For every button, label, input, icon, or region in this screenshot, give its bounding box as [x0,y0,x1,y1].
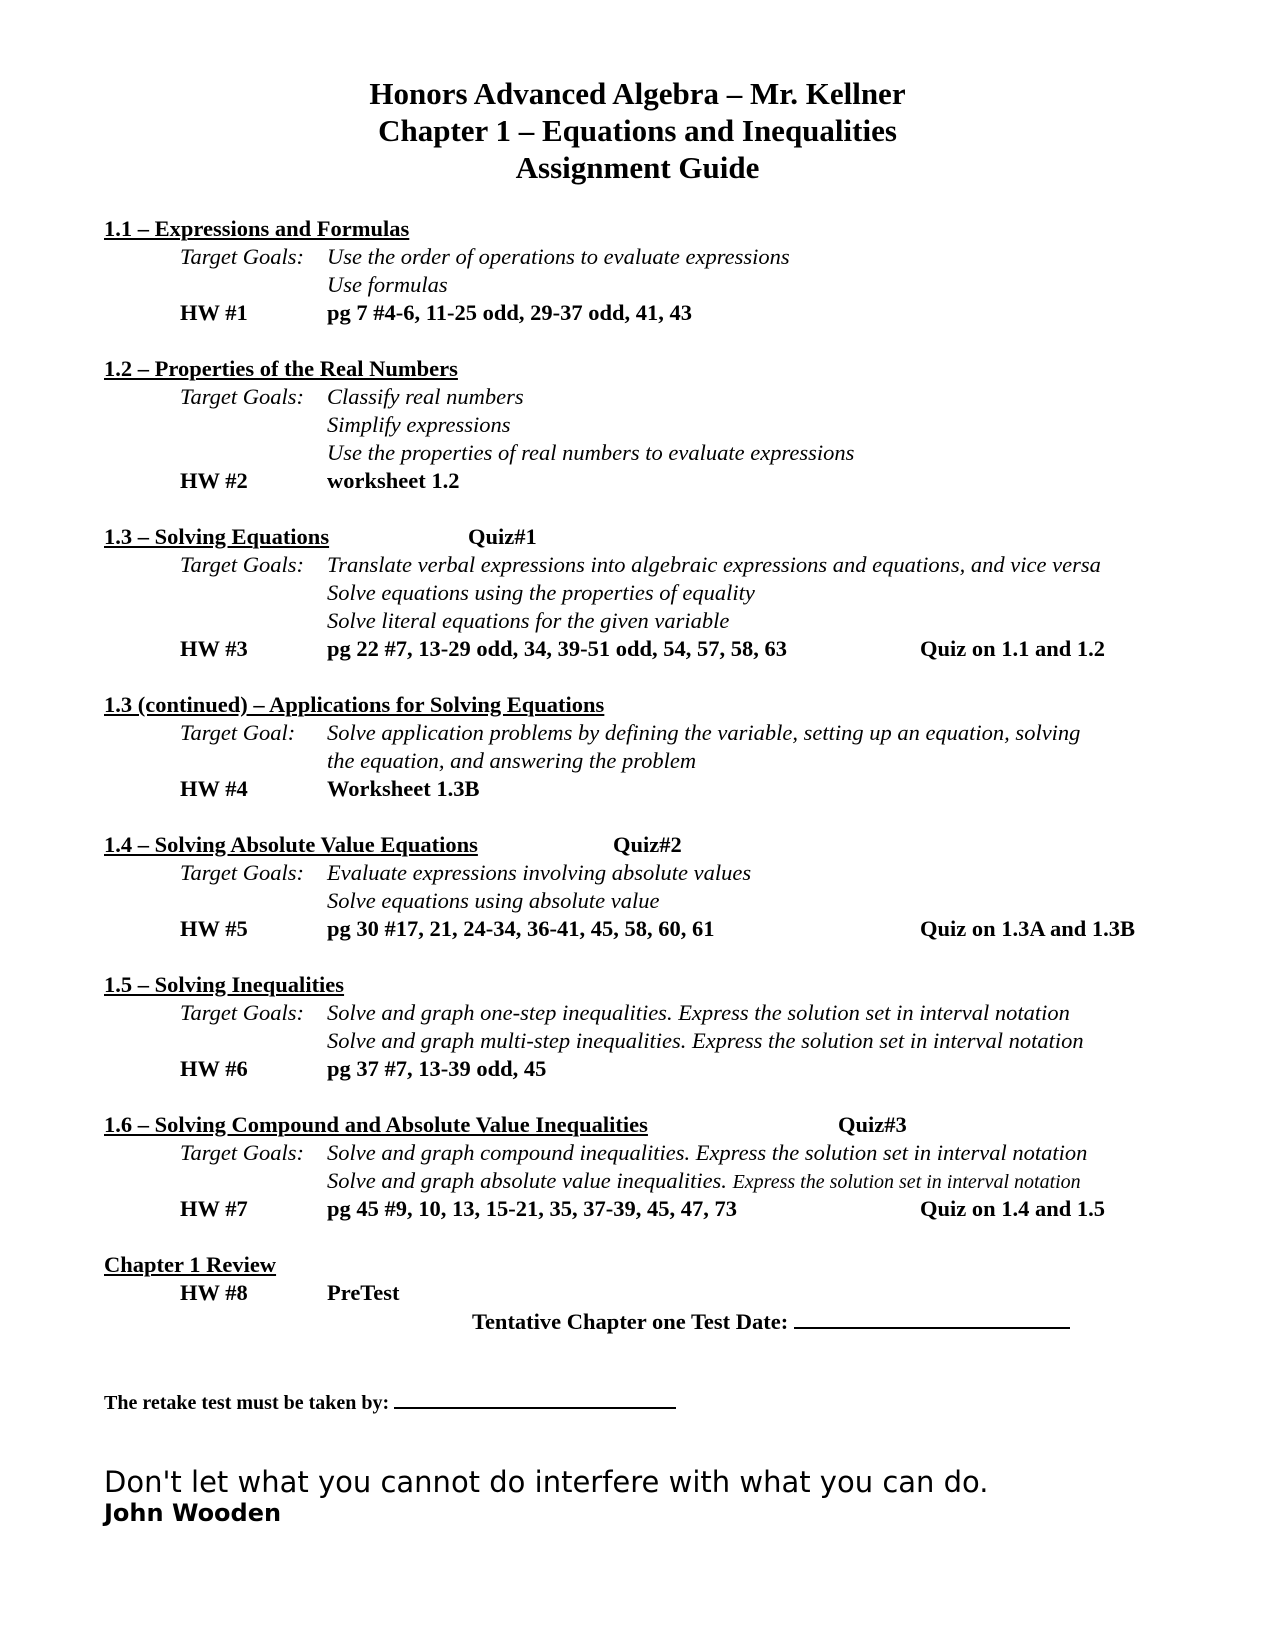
section-heading-1-5: 1.5 – Solving Inequalities [104,972,345,997]
hw-assignment-7: pg 45 #9, 10, 13, 15-21, 35, 37-39, 45, 47, 73 [327,1196,737,1221]
goal-1-4-b: Solve equations using absolute value [327,888,660,913]
goal-1-1-a: Use the order of operations to evaluate expressions [327,244,790,269]
goal-1-1-b: Use formulas [327,272,448,297]
quote-author: John Wooden [104,1499,282,1527]
section-heading-1-4: 1.4 – Solving Absolute Value Equations [104,832,478,857]
course-title: Honors Advanced Algebra – Mr. Kellner [369,76,906,111]
hw-label-7: HW #7 [180,1196,248,1221]
retake-line [104,1389,676,1417]
section-heading-1-6: 1.6 – Solving Compound and Absolute Value Inequalities [104,1112,648,1137]
target-goals-label: Target Goals: [180,244,304,269]
goal-1-2-b: Simplify expressions [327,412,511,437]
hw-assignment-4: Worksheet 1.3B [327,776,480,801]
test-date-blank[interactable] [794,1307,1070,1329]
retake-date-blank[interactable] [394,1389,676,1409]
guide-title: Assignment Guide [515,150,760,185]
test-date-line [472,1307,1070,1335]
quiz-on-2: Quiz on 1.3A and 1.3B [920,916,1136,941]
section-heading-1-3-continued: 1.3 (continued) – Applications for Solving Equations [104,692,605,717]
hw-assignment-5: pg 30 #17, 21, 24-34, 36-41, 45, 58, 60, 61 [327,916,715,941]
hw-label-3: HW #3 [180,636,248,661]
test-date-label: Tentative Chapter one Test Date: [472,1309,789,1334]
quiz-marker-3: Quiz#3 [838,1112,907,1137]
section-heading-1-1: 1.1 – Expressions and Formulas [104,216,410,241]
chapter-title: Chapter 1 – Equations and Inequalities [378,113,897,148]
hw-label-6: HW #6 [180,1056,248,1081]
goal-1-2-a: Classify real numbers [327,384,524,409]
hw-assignment-1: pg 7 #4-6, 11-25 odd, 29-37 odd, 41, 43 [327,300,693,325]
hw-label-5: HW #5 [180,916,248,941]
goal-1-3-a: Translate verbal expressions into algebraic expressions and equations, and vice versa [327,552,1101,577]
target-goals-label: Target Goals: [180,1000,304,1025]
goal-1-2-c: Use the properties of real numbers to evaluate expressions [327,440,855,465]
hw-label-4: HW #4 [180,776,248,801]
target-goals-label: Target Goals: [180,860,304,885]
hw-assignment-6: pg 37 #7, 13-39 odd, 45 [327,1056,547,1081]
hw-assignment-8: PreTest [327,1280,400,1305]
goal-1-3-b: Solve equations using the properties of equality [327,580,755,605]
goal-1-4-a: Evaluate expressions involving absolute values [327,860,752,885]
hw-label-1: HW #1 [180,300,248,325]
section-heading-review: Chapter 1 Review [104,1252,277,1277]
target-goals-label: Target Goals: [180,1140,304,1165]
section-heading-1-2: 1.2 – Properties of the Real Numbers [104,356,458,381]
quiz-marker-2: Quiz#2 [613,832,682,857]
goal-1-3c-b: the equation, and answering the problem [327,748,697,773]
hw-label-2: HW #2 [180,468,248,493]
goal-1-5-a: Solve and graph one-step inequalities. Express the solution set in interval notation [327,1000,1070,1025]
quiz-on-1: Quiz on 1.1 and 1.2 [920,636,1106,661]
goal-1-6-b-tail: Express the solution set in interval notation [732,1171,1081,1193]
hw-assignment-2: worksheet 1.2 [327,468,460,493]
target-goals-label: Target Goals: [180,384,304,409]
goal-1-3c-a: Solve application problems by defining the variable, setting up an equation, solving [327,720,1081,745]
quote-text: Don't let what you cannot do interfere with what you can do. [104,1465,989,1499]
hw-assignment-3: pg 22 #7, 13-29 odd, 34, 39-51 odd, 54, 57, 58, 63 [327,636,788,661]
quiz-on-3: Quiz on 1.4 and 1.5 [920,1196,1106,1221]
goal-1-6-b [327,1167,1081,1196]
hw-label-8: HW #8 [180,1280,248,1305]
target-goal-label: Target Goal: [180,720,296,745]
goal-1-6-b-text: Solve and graph absolute value inequalities. [327,1168,727,1193]
goal-1-6-a: Solve and graph compound inequalities. Express the solution set in interval notation [327,1140,1088,1165]
goal-1-5-b: Solve and graph multi-step inequalities. Express the solution set in interval notation [327,1028,1084,1053]
goal-1-3-c: Solve literal equations for the given variable [327,608,730,633]
retake-label: The retake test must be taken by: [104,1392,390,1414]
target-goals-label: Target Goals: [180,552,304,577]
section-heading-1-3: 1.3 – Solving Equations [104,524,330,549]
quiz-marker-1: Quiz#1 [468,524,537,549]
